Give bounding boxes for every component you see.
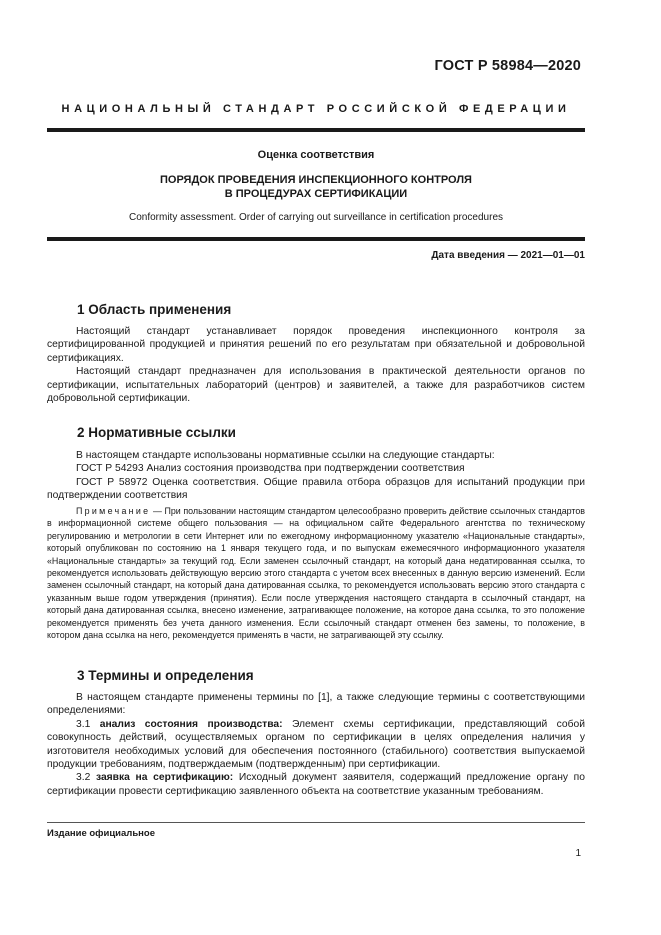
term-name: анализ состояния производства:	[99, 718, 283, 730]
section-3-heading: 3 Термины и определения	[77, 668, 254, 683]
section-2-paragraph: ГОСТ Р 58972 Оценка соответствия. Общие правила отбора образцов для испытаний продукции при подтверждении соответствия	[47, 476, 585, 502]
section-1-paragraph: Настоящий стандарт устанавливает порядок проведения инспекционного контроля за сертифицированной продукцией и принятия решений по его результатам при обязательной и добровольной сертификациях.	[47, 326, 585, 364]
section-3-body	[47, 691, 585, 798]
term-definition: Исходный документ заявителя, содержащий предложение органу по сертификации провести сертификацию заявленного объекта на соответствие указанным требованиям.	[47, 772, 585, 797]
section-2-heading: 2 Нормативные ссылки	[77, 425, 236, 440]
section-3-paragraph: В настоящем стандарте применены термины по [1], а также следующие термины с соответствующими определениями:	[47, 692, 585, 717]
section-1-paragraph: Настоящий стандарт предназначен для использования в практической деятельности органов по сертификации, испытательных лабораторий (центров) и заявителей, а также для разработчиков систем добровольной сертификации.	[47, 366, 585, 405]
footer-divider	[47, 822, 585, 823]
note-text: — При пользовании настоящим стандартом целесообразно проверить действие ссылочных стандартов в информационной системе общего пользования — на официальном сайте Федерального агентства по техническому регулированию и метрологии в сети Интернет или по ежегодному информационному указателю «Национальные стандарты», который опубликован по состоянию на 1 января текущего года, и по выпускам ежемесячного информационного указателя «Национальные стандарты» за текущий год. Если заменен ссылочный стандарт, на который дана недатированная ссылка, то рекомендуется использовать действующую версию этого стандарта с учетом всех внесенных в данную версию изменений. Если заменен ссылочный стандарт, на который дана датированная ссылка, то рекомендуется использовать версию этого стандарта с указанным выше годом утверждения (принятия). Если после утверждения настоящего стандарта в ссылочный стандарт, на который дана датированная ссылка, внесено изменение, затрагивающее положение, на которое дана ссылка, то это положение рекомендуется применять без учета данного изменения. Если ссылочный стандарт отменен без замены, то положение, в котором дана ссылка на него, рекомендуется применять в части, не затрагивающей эту ссылку.	[47, 506, 585, 641]
series-title: Оценка соответствия	[257, 149, 375, 161]
main-title	[47, 174, 585, 201]
document-id: ГОСТ Р 58984—2020	[434, 58, 581, 74]
introduction-date: Дата введения — 2021—01—01	[431, 250, 585, 261]
page-number: 1	[575, 848, 581, 859]
section-2-paragraph: ГОСТ Р 54293 Анализ состояния производства при подтверждении соответствия	[76, 463, 465, 475]
english-title: Conformity assessment. Order of carrying out surveillance in certification procedures	[128, 212, 504, 223]
note-label: Примечание	[76, 506, 151, 516]
term-number: 3.2	[76, 772, 96, 784]
term-3-2	[47, 771, 585, 798]
main-title-line1: ПОРЯДОК ПРОВЕДЕНИЯ ИНСПЕКЦИОННОГО КОНТРОЛЯ	[160, 174, 472, 186]
section-2-body	[47, 449, 585, 503]
main-title-line2: В ПРОЦЕДУРАХ СЕРТИФИКАЦИИ	[224, 187, 408, 200]
section-1-heading: 1 Область применения	[77, 302, 232, 317]
section-2-paragraph: В настоящем стандарте использованы нормативные ссылки на следующие стандарты:	[76, 450, 495, 461]
term-3-1	[47, 718, 585, 772]
term-number: 3.1	[76, 718, 100, 730]
term-name: заявка на сертификацию:	[95, 772, 234, 784]
term-definition: Элемент схемы сертификации, представляющий собой совокупность действий, осуществляемых органом по сертификации в целях определения наличия у изготовителя необходимых условий для обеспечения постоянного (стабильного) соответствия выпускаемой продукции требованиям, подтверждаемым (подтвержденным) при сертификации.	[47, 718, 585, 771]
national-standard-banner: НАЦИОНАЛЬНЫЙ СТАНДАРТ РОССИЙСКОЙ ФЕДЕРАЦИИ	[61, 103, 571, 115]
title-divider	[47, 237, 585, 241]
official-edition-label: Издание официальное	[47, 828, 155, 839]
section-2-note	[47, 505, 585, 641]
section-1-body	[47, 325, 585, 405]
top-divider	[47, 128, 585, 132]
